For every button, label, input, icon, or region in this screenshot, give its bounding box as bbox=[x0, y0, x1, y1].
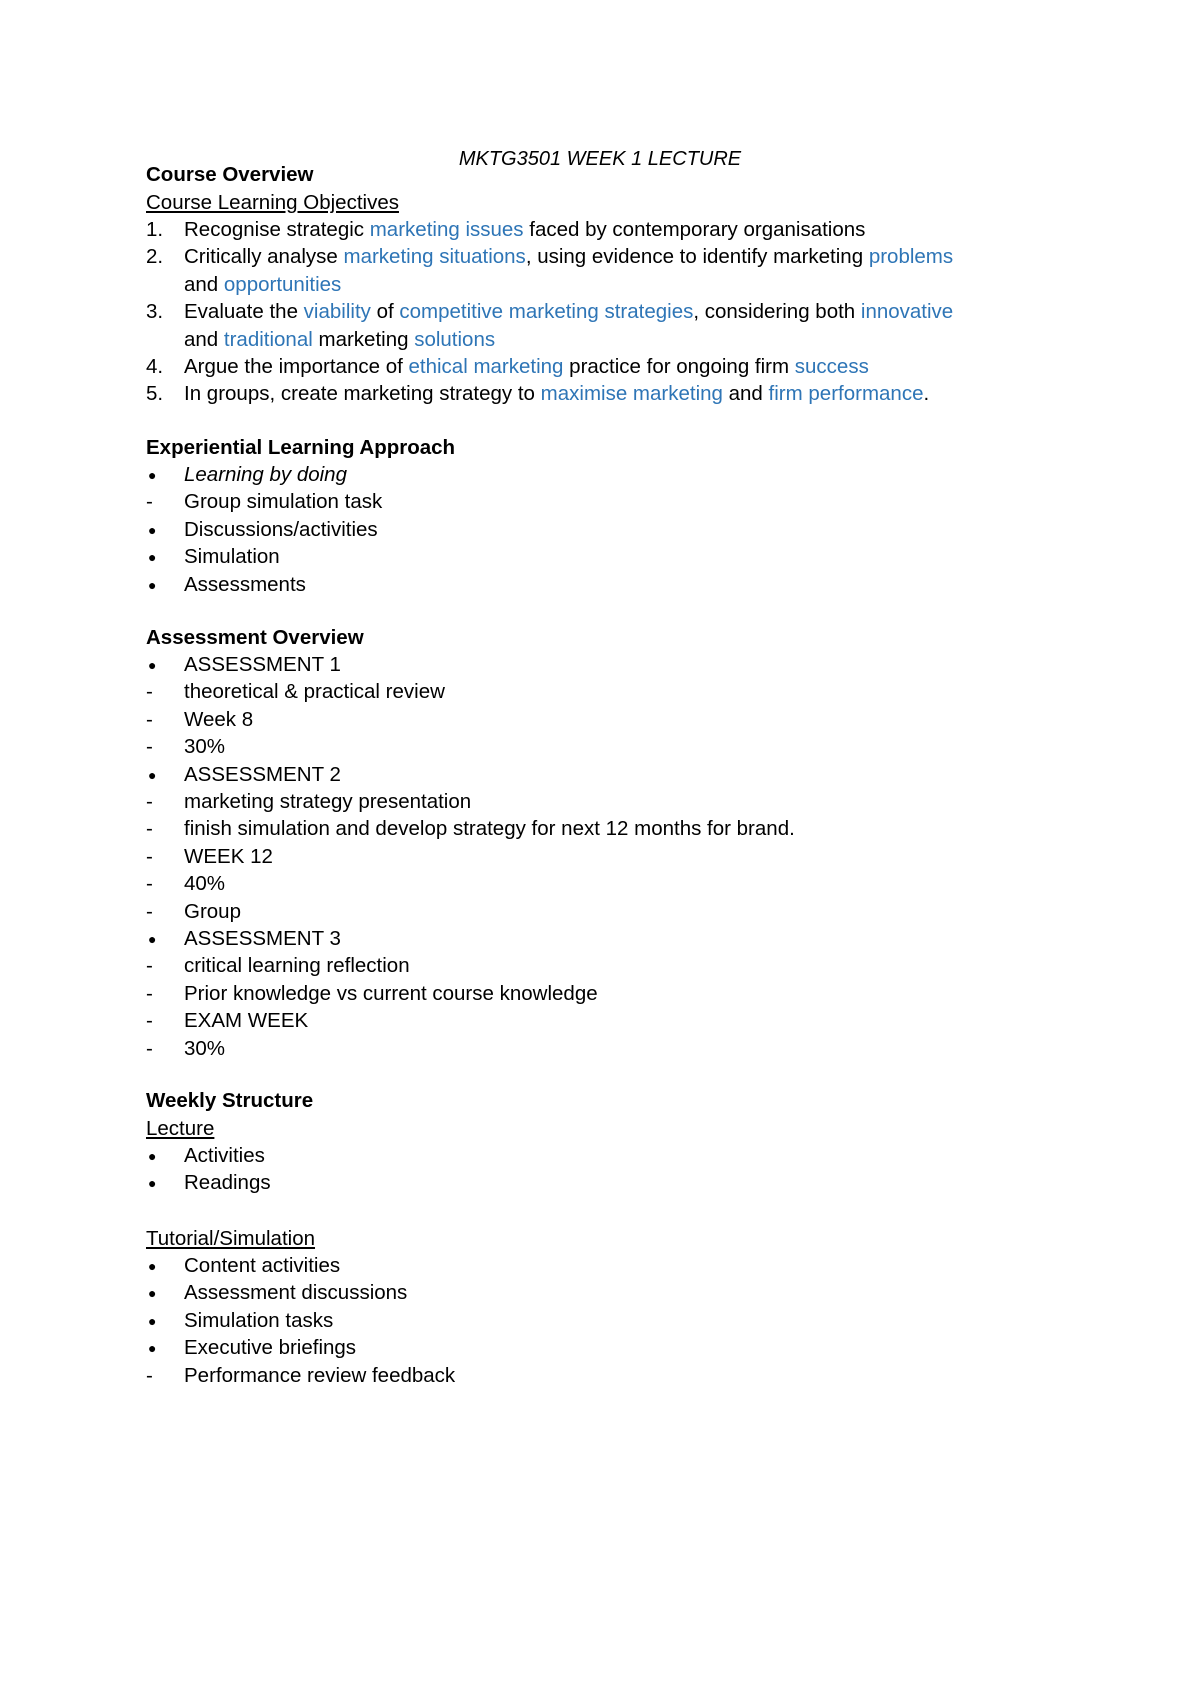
objective-number: 5. bbox=[146, 382, 164, 406]
objective-text bbox=[184, 245, 953, 269]
objective-number: 2. bbox=[146, 245, 164, 269]
assessment-item: marketing strategy presentation bbox=[184, 790, 472, 813]
highlighted-term: marketing issues bbox=[369, 218, 524, 241]
section-heading-experiential: Experiential Learning Approach bbox=[146, 436, 456, 459]
assessment-bullet-marker: ● bbox=[148, 931, 157, 947]
highlighted-term: opportunities bbox=[223, 272, 342, 296]
experiential-item: Discussions/activities bbox=[184, 517, 378, 541]
objective-number: 1. bbox=[146, 218, 164, 241]
text-segment: of bbox=[370, 300, 400, 324]
experiential-item: Simulation bbox=[184, 545, 280, 569]
assessment-dash-marker: - bbox=[146, 1036, 153, 1060]
highlighted-term: maximise marketing bbox=[540, 382, 723, 406]
text-segment: , considering both bbox=[693, 300, 861, 324]
assessment-dash-marker: - bbox=[146, 817, 153, 841]
text-segment: and bbox=[722, 382, 769, 406]
assessment-item: critical learning reflection bbox=[184, 954, 410, 978]
text-segment: Argue the importance of bbox=[184, 355, 409, 378]
lecture-bullet-marker: ● bbox=[148, 1148, 157, 1164]
assessment-dash-marker: - bbox=[146, 790, 153, 813]
experiential-item: Group simulation task bbox=[184, 490, 383, 514]
objective-text bbox=[184, 218, 865, 242]
text-segment: faced by contemporary organisations bbox=[523, 218, 866, 241]
assessment-dash-marker: - bbox=[146, 954, 153, 978]
assessment-item: WEEK 12 bbox=[184, 844, 273, 868]
experiential-bullet-marker: ● bbox=[148, 576, 157, 593]
assessment-item: theoretical & practical review bbox=[184, 680, 445, 704]
assessment-dash-marker: - bbox=[146, 1009, 153, 1033]
lecture-item: Activities bbox=[184, 1144, 265, 1167]
highlighted-term: problems bbox=[868, 245, 954, 269]
assessment-dash-marker: - bbox=[146, 872, 153, 896]
lecture-bullet-marker: ● bbox=[148, 1175, 157, 1192]
assessment-item: 30% bbox=[184, 1036, 226, 1060]
assessment-bullet-marker: ● bbox=[148, 766, 157, 783]
assessment-item: Week 8 bbox=[184, 707, 254, 731]
subheading-lecture: Lecture bbox=[146, 1117, 215, 1140]
experiential-item: Assessments bbox=[184, 572, 306, 596]
objective-text bbox=[184, 273, 341, 297]
assessment-dash-marker: - bbox=[146, 680, 153, 704]
tutorial-item: Simulation tasks bbox=[184, 1308, 334, 1332]
lecture-item: Readings bbox=[184, 1171, 271, 1195]
assessment-item: EXAM WEEK bbox=[184, 1009, 309, 1033]
assessment-dash-marker: - bbox=[146, 735, 153, 759]
text-segment: Critically analyse bbox=[184, 245, 344, 269]
section-heading-weekly: Weekly Structure bbox=[146, 1089, 314, 1112]
highlighted-term: innovative bbox=[860, 300, 954, 324]
highlighted-term: ethical marketing bbox=[408, 355, 564, 378]
section-heading-course-overview: Course Overview bbox=[146, 163, 314, 186]
assessment-bullet-marker: ● bbox=[148, 657, 157, 673]
experiential-bullet-marker: ● bbox=[148, 467, 157, 483]
objective-text bbox=[184, 300, 953, 324]
assessment-item: ASSESSMENT 1 bbox=[184, 653, 341, 676]
tutorial-dash-marker: - bbox=[146, 1363, 153, 1387]
subheading-learning-objectives: Course Learning Objectives bbox=[146, 191, 399, 214]
objective-number: 3. bbox=[146, 300, 164, 324]
assessment-item: ASSESSMENT 3 bbox=[184, 927, 341, 950]
text-segment: practice for ongoing firm bbox=[563, 355, 795, 378]
experiential-bullet-marker: ● bbox=[148, 521, 157, 538]
tutorial-bullet-marker: ● bbox=[148, 1285, 157, 1302]
highlighted-term: success bbox=[794, 355, 869, 378]
experiential-dash-marker: - bbox=[146, 490, 153, 514]
assessment-dash-marker: - bbox=[146, 899, 153, 923]
text-segment: and bbox=[184, 272, 224, 296]
objective-text bbox=[184, 355, 869, 379]
assessment-dash-marker: - bbox=[146, 844, 153, 868]
assessment-item: 40% bbox=[184, 872, 226, 896]
text-segment: . bbox=[923, 382, 930, 406]
objective-text bbox=[184, 328, 495, 352]
assessment-dash-marker: - bbox=[146, 981, 153, 1005]
text-segment: marketing bbox=[312, 327, 415, 351]
tutorial-bullet-marker: ● bbox=[148, 1312, 157, 1329]
highlighted-term: firm performance bbox=[768, 382, 924, 406]
text-segment: Evaluate the bbox=[184, 300, 304, 324]
subheading-tutorial: Tutorial/Simulation bbox=[146, 1227, 316, 1250]
objective-text bbox=[184, 382, 929, 406]
highlighted-term: traditional bbox=[223, 327, 313, 351]
tutorial-item: Executive briefings bbox=[184, 1336, 357, 1360]
text-segment: and bbox=[184, 327, 224, 351]
assessment-item: Group bbox=[184, 899, 241, 923]
highlighted-term: solutions bbox=[414, 327, 496, 351]
assessment-dash-marker: - bbox=[146, 707, 153, 731]
tutorial-item: Performance review feedback bbox=[184, 1363, 456, 1387]
experiential-bullet-marker: ● bbox=[148, 549, 157, 566]
assessment-item: Prior knowledge vs current course knowledge bbox=[184, 981, 598, 1005]
highlighted-term: marketing situations bbox=[343, 245, 526, 269]
assessment-item: finish simulation and develop strategy for next 12 months for brand. bbox=[184, 817, 795, 841]
assessment-item: 30% bbox=[184, 735, 226, 759]
text-segment: , using evidence to identify marketing bbox=[525, 245, 869, 269]
objective-number: 4. bbox=[146, 355, 164, 378]
tutorial-item: Assessment discussions bbox=[184, 1281, 408, 1305]
highlighted-term: competitive marketing strategies bbox=[399, 300, 694, 324]
text-segment: Recognise strategic bbox=[184, 218, 370, 241]
experiential-item: Learning by doing bbox=[184, 463, 347, 486]
tutorial-item: Content activities bbox=[184, 1254, 341, 1277]
text-segment: In groups, create marketing strategy to bbox=[184, 382, 541, 406]
document-title: MKTG3501 WEEK 1 LECTURE bbox=[458, 148, 742, 170]
assessment-item: ASSESSMENT 2 bbox=[184, 762, 341, 786]
tutorial-bullet-marker: ● bbox=[148, 1340, 157, 1357]
highlighted-term: viability bbox=[303, 300, 371, 324]
tutorial-bullet-marker: ● bbox=[148, 1258, 157, 1274]
section-heading-assessment: Assessment Overview bbox=[146, 626, 364, 649]
